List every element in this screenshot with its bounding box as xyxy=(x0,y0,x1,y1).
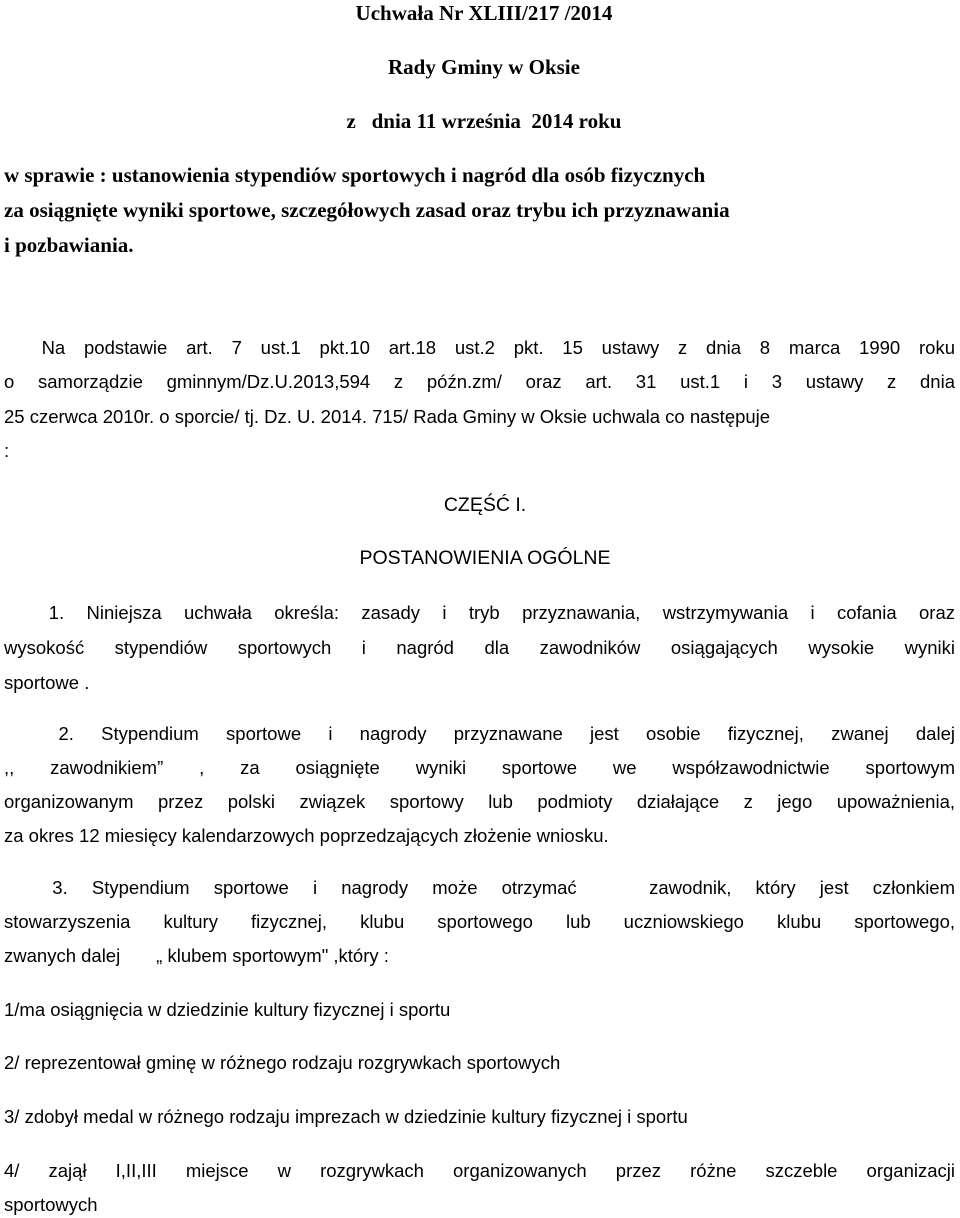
resolution-date: z dnia 11 września 2014 roku xyxy=(346,109,622,133)
paragraph-line: 2. Stypendium sportowe i nagrody przyznawane jest osobie fizycznej, zwanej dalej xyxy=(4,723,955,744)
paragraph-line: stowarzyszenia kultury fizycznej, klubu sportowego lub uczniowskiego klubu sportowego, xyxy=(4,911,955,932)
subject-line: za osiągnięte wyniki sportowe, szczegółowych zasad oraz trybu ich przyznawania xyxy=(4,198,730,222)
paragraph-line: za okres 12 miesięcy kalendarzowych poprzedzających złożenie wniosku. xyxy=(4,825,609,846)
list-item: 2/ reprezentował gminę w różnego rodzaju rozgrywkach sportowych xyxy=(4,1052,561,1073)
section-part-heading: CZĘŚĆ I. xyxy=(443,494,527,516)
subject-line: i pozbawiania. xyxy=(4,233,134,257)
preamble-line: 25 czerwca 2010r. o sporcie/ tj. Dz. U. 2014. 715/ Rada Gminy w Oksie uchwala co następuje xyxy=(4,406,771,427)
paragraph-line: ,, zawodnikiem” , za osiągnięte wyniki sportowe we współzawodnictwie sportowym xyxy=(4,757,955,778)
paragraph-line: zwanych dalej „ klubem sportowym" ,który : xyxy=(4,945,389,966)
section-title: POSTANOWIENIA OGÓLNE xyxy=(359,547,611,569)
paragraph-line: organizowanym przez polski związek sportowy lub podmioty działające z jego upoważnienia, xyxy=(4,791,955,812)
resolution-title: Uchwała Nr XLIII/217 /2014 xyxy=(355,1,613,25)
list-item: 4/ zajął I,II,III miejsce w rozgrywkach organizowanych przez różne szczeble organizacji xyxy=(4,1160,955,1181)
preamble-line: o samorządzie gminnym/Dz.U.2013,594 z późn.zm/ oraz art. 31 ust.1 i 3 ustawy z dnia xyxy=(4,371,955,392)
preamble-line: : xyxy=(4,440,10,461)
list-item: 1/ma osiągnięcia w dziedzinie kultury fizycznej i sportu xyxy=(4,999,451,1020)
issuing-council: Rady Gminy w Oksie xyxy=(388,55,580,79)
paragraph-line: wysokość stypendiów sportowych i nagród dla zawodników osiągających wysokie wyniki xyxy=(4,637,955,658)
list-item: 3/ zdobył medal w różnego rodzaju imprezach w dziedzinie kultury fizycznej i sportu xyxy=(4,1106,688,1127)
paragraph-line: 3. Stypendium sportowe i nagrody może otrzymać zawodnik, który jest członkiem xyxy=(4,877,955,898)
list-item: sportowych xyxy=(4,1194,98,1215)
paragraph-line: 1. Niniejsza uchwała określa: zasady i tryb przyznawania, wstrzymywania i cofania oraz xyxy=(4,602,955,623)
subject-line: w sprawie : ustanowienia stypendiów sportowych i nagród dla osób fizycznych xyxy=(4,163,706,187)
paragraph-line: sportowe . xyxy=(4,672,90,693)
preamble-line: Na podstawie art. 7 ust.1 pkt.10 art.18 ust.2 pkt. 15 ustawy z dnia 8 marca 1990 roku xyxy=(4,337,955,358)
